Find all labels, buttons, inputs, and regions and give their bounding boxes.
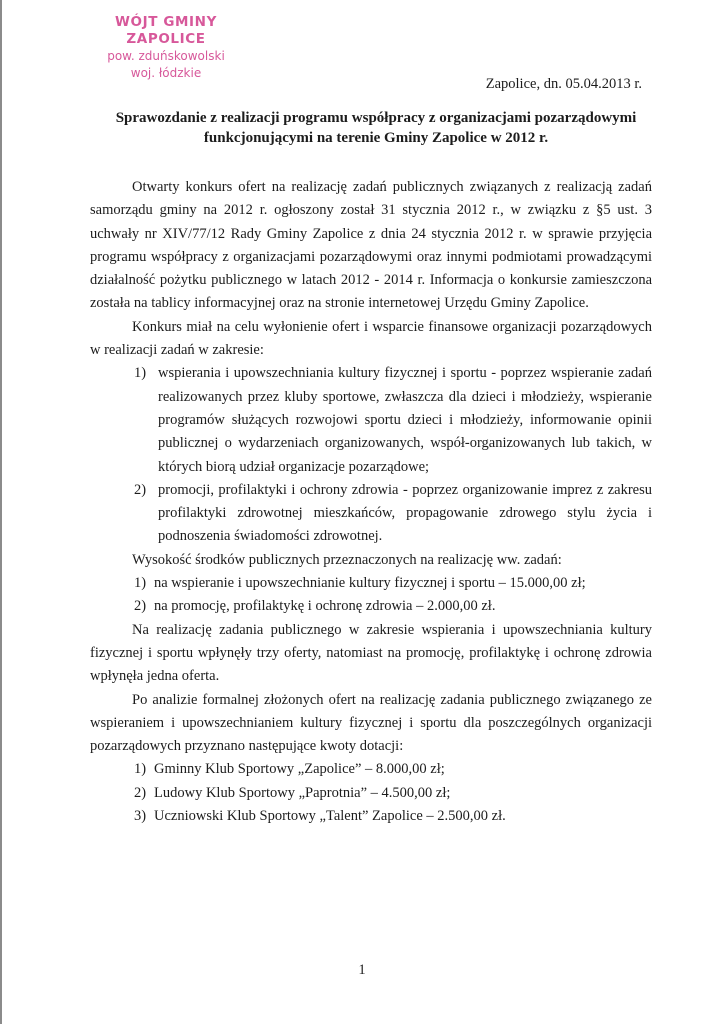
paragraph-goal: Konkurs miał na celu wyłonienie ofert i wsparcie finansowe organizacji pozarządowych w realizacji zadań w zakresie:: [90, 318, 652, 359]
list-item: [90, 782, 652, 805]
office-stamp: [76, 14, 256, 82]
grants-list: [90, 758, 652, 828]
list-item: [90, 362, 652, 478]
list-item-number: 2): [134, 481, 147, 498]
list-item-number: 3): [134, 808, 147, 825]
list-item-text: promocji, profilaktyki i ochrony zdrowia - poprzez organizowanie imprez z zakresu profilaktyki zdrowotnej mieszkańców, propagowanie zdrowego stylu życia i podnoszenia świadomości zdrowotnej.: [158, 481, 652, 545]
title-line-1: Sprawozdanie z realizacji programu współpracy z organizacjami pozarządowymi: [115, 110, 637, 126]
list-item-text: Gminny Klub Sportowy „Zapolice” – 8.000,00 zł;: [154, 761, 445, 778]
list-item: [90, 595, 652, 618]
paragraph-intro: Otwarty konkurs ofert na realizację zadań publicznych związanych z realizacją zadań samorządu gminy na 2012 r. ogłoszony został 31 stycznia 2012 r., w związku z §5 ust. 3 uchwały nr XIV/77/12 Rady Gminy Zapolice z dnia 24 stycznia 2012 r. w sprawie przyjęcia programu współpracy z organizacjami pozarządowymi oraz innymi podmiotami prowadzącymi działalność pożytku publicznego w latach 2012 - 2014 r. Informacja o konkursie zamieszczona została na tablicy informacyjnej oraz na stronie internetowej Urzędu Gminy Zapolice.: [90, 179, 652, 312]
list-item: [90, 479, 652, 549]
list-item: [90, 572, 652, 595]
scan-edge-shadow: [0, 0, 2, 1024]
stamp-line-title: WÓJT GMINY ZAPOLICE: [115, 14, 217, 47]
title-line-2: funkcjonującymi na terenie Gminy Zapolice w 2012 r.: [203, 130, 549, 146]
list-item-text: Ludowy Klub Sportowy „Paprotnia” – 4.500,00 zł;: [154, 784, 451, 801]
list-item-number: 2): [134, 598, 147, 615]
place-and-date: Zapolice, dn. 05.04.2013 r.: [485, 76, 642, 92]
list-item-number: 2): [134, 784, 147, 801]
list-item: [90, 758, 652, 781]
paragraph-grants-intro: Po analizie formalnej złożonych ofert na realizację zadania publicznego związanego ze wspieraniem i upowszechnianiem kultury fizycznej i sportu dla poszczególnych organizacji pozarządowych przyznano następujące kwoty dotacji:: [90, 691, 652, 755]
scope-list: [90, 362, 652, 548]
document-body: [90, 176, 652, 828]
list-item-text: Uczniowski Klub Sportowy „Talent” Zapolice – 2.500,00 zł.: [154, 808, 506, 825]
stamp-line-voivodeship: woj. łódzkie: [130, 66, 202, 80]
list-item-number: 1): [134, 761, 147, 778]
document-title: [100, 108, 652, 148]
list-item-text: na wspieranie i upowszechnianie kultury fizycznej i sportu – 15.000,00 zł;: [154, 575, 586, 592]
list-item-text: na promocję, profilaktykę i ochronę zdrowia – 2.000,00 zł.: [154, 598, 496, 615]
list-item-number: 1): [134, 575, 147, 592]
list-item-number: 1): [134, 365, 147, 382]
paragraph-funds: Wysokość środków publicznych przeznaczonych na realizację ww. zadań:: [132, 551, 562, 568]
stamp-line-county: pow. zduńskowolski: [107, 49, 225, 63]
funds-list: [90, 572, 652, 619]
list-item: [90, 805, 652, 828]
list-item-text: wspierania i upowszechniania kultury fizycznej i sportu - poprzez wspieranie zadań realizowanych przez kluby sportowe, zwłaszcza dla dzieci i młodzieży, wspieranie programów służących rozwojowi sportu dzieci i młodzieży, informowanie opinii publicznej o wydarzeniach organizowanych, współ-organizowanych lub takich, w których biorą udział organizacje pozarządowe;: [158, 365, 652, 475]
paragraph-offers: Na realizację zadania publicznego w zakresie wspierania i upowszechniania kultury fizycznej i sportu wpłynęły trzy oferty, natomiast na promocję, profilaktykę i ochronę zdrowia wpłynęła jedna oferta.: [90, 621, 652, 685]
page-number: 1: [358, 962, 366, 978]
